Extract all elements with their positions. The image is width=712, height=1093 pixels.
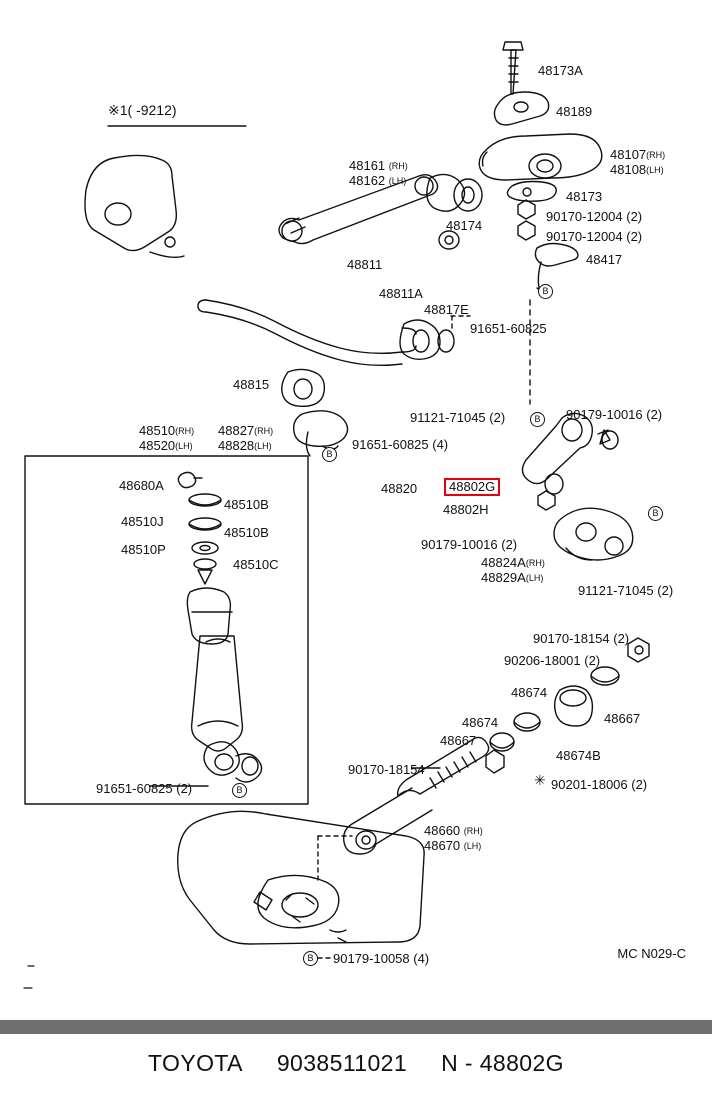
label-48417: 48417 <box>586 252 623 267</box>
bolt-marker-b4: B <box>232 783 247 798</box>
label-48510j: 48510J <box>121 514 164 529</box>
label-48674b: 48674B <box>556 748 601 763</box>
diagram-code: MC N029-C <box>617 946 686 961</box>
label-48667-left: 48667 <box>440 733 477 748</box>
label-91651-60825: 91651-60825 <box>470 321 547 336</box>
brand-name: TOYOTA <box>148 1050 243 1076</box>
label-48174: 48174 <box>446 218 483 233</box>
label-48811: 48811 <box>347 257 383 272</box>
label-90170-12004-b: 90170-12004 (2) <box>546 229 643 244</box>
label-90201-18006-2: 90201-18006 (2) <box>551 777 648 792</box>
label-91121-71045-2: 91121-71045 (2) <box>410 410 506 425</box>
label-48107: $48107^{(RH)}$ <box>610 147 666 162</box>
label-48674-upper: 48674 <box>511 685 548 700</box>
label-48510c: 48510C <box>233 557 279 572</box>
label-90206-18001-2: 90206-18001 (2) <box>504 653 601 668</box>
label-48660-rh: 48660 $^{(RH)}$ <box>424 823 483 838</box>
label-48820: 48820 <box>381 481 418 496</box>
label-48802g-highlighted: 48802G <box>444 478 500 496</box>
label-48817e: 48817E <box>424 302 469 317</box>
label-48520-lh: $48520^{(LH)}$ <box>139 438 193 453</box>
label-48667-right: 48667 <box>604 711 641 726</box>
label-48674-lower: 48674 <box>462 715 499 730</box>
label-91651-60825-4: 91651-60825 (4) <box>352 437 449 452</box>
label-91651-60825-2: 91651-60825 (2) <box>96 781 193 796</box>
label-48670-lh: 48670 $^{(LH)}$ <box>424 838 482 853</box>
label-90179-10016-2b: 90179-10016 (2) <box>421 537 518 552</box>
part-reference: N - 48802G <box>441 1050 564 1076</box>
asterisk-marker-icon: ✳ <box>534 772 546 788</box>
label-91121-71045-2b: 91121-71045 (2) <box>578 583 674 598</box>
bolt-marker-b2: B <box>322 447 337 462</box>
label-48173: 48173 <box>566 189 603 204</box>
label-48827-rh: $48827^{(RH)}$ <box>218 423 274 438</box>
bolt-marker-b3: B <box>530 412 545 427</box>
label-48510b-lower: 48510B <box>224 525 269 540</box>
bolt-marker-b1: B <box>538 284 553 299</box>
label-90170-12004-a: 90170-12004 (2) <box>546 209 643 224</box>
label-48108: $48108^{(LH)}$ <box>610 162 664 177</box>
label-90179-10016-2: 90179-10016 (2) <box>566 407 663 422</box>
label-90170-18154-2: 90170-18154 (2) <box>533 631 630 646</box>
label-90170-18154: 90170-18154 <box>348 762 425 777</box>
label-90179-10058-4: 90179-10058 (4) <box>333 951 430 966</box>
bolt-marker-b6: B <box>303 951 318 966</box>
label-48815: 48815 <box>233 377 270 392</box>
label-48811a: 48811A <box>379 286 423 301</box>
label-48828-lh: $48828^{(LH)}$ <box>218 438 272 453</box>
label-48162: 48162 $^{(LH)}$ <box>349 173 407 188</box>
label-48189: 48189 <box>556 104 593 119</box>
label-48510p: 48510P <box>121 542 166 557</box>
label-48510b-upper: 48510B <box>224 497 269 512</box>
label-48829a-lh: $48829A^{(LH)}$ <box>481 570 544 585</box>
bolt-marker-b5: B <box>648 506 663 521</box>
label-48173a: 48173A <box>538 63 583 78</box>
label-48802h: 48802H <box>443 502 489 517</box>
part-number: 9038511021 <box>276 1050 408 1076</box>
diagram-note: ※1( -9212) <box>108 102 177 118</box>
footer-caption <box>0 1034 712 1093</box>
label-48680a: 48680A <box>119 478 164 493</box>
label-48824a-rh: $48824A^{(RH)}$ <box>481 555 545 570</box>
label-48161: 48161 $^{(RH)}$ <box>349 158 408 173</box>
label-48510-rh: $48510^{(RH)}$ <box>139 423 195 438</box>
